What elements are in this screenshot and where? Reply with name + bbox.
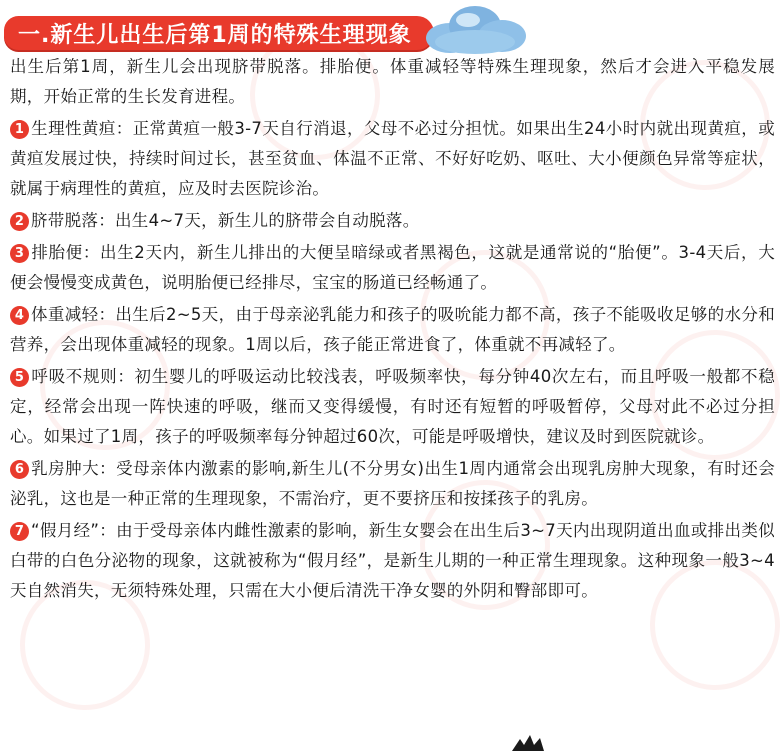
item-text: 乳房肿大：受母亲体内激素的影响,新生儿(不分男女)出生1周内通常会出现乳房肿大现象，有时还会泌乳，这也是一种正常的生理现象，不需治疗，更不要挤压和按揉孩子的乳房。 bbox=[10, 459, 775, 508]
item-text: 呼吸不规则：初生婴儿的呼吸运动比较浅表，呼吸频率快，每分钟40次左右，而且呼吸一般都不稳定，经常会出现一阵快速的呼吸，继而又变得缓慢，有时还有短暂的呼吸暂停，父母对此不必过分担心。如果过了1周，孩子的呼吸频率每分钟超过60次，可能是呼吸增快，建议及时到医院就诊。 bbox=[10, 367, 775, 446]
number-badge: 7 bbox=[10, 522, 29, 541]
decorative-splash-icon bbox=[510, 733, 550, 751]
number-badge: 6 bbox=[10, 460, 29, 479]
list-item bbox=[10, 362, 775, 452]
cloud-icon bbox=[420, 0, 530, 56]
item-text: 体重减轻：出生后2~5天，由于母亲泌乳能力和孩子的吸吮能力都不高，孩子不能吸收足够的水分和营养，会出现体重减轻的现象。1周以后，孩子能正常进食了，体重就不再减轻了。 bbox=[10, 305, 775, 354]
item-text: 脐带脱落：出生4~7天，新生儿的脐带会自动脱落。 bbox=[31, 211, 420, 230]
section-title-banner bbox=[4, 16, 434, 50]
item-text: “假月经”：由于受母亲体内雌性激素的影响，新生女婴会在出生后3~7天内出现阴道出血或排出类似白带的白色分泌物的现象，这就被称为“假月经”，是新生儿期的一种正常生理现象。这种现象一般3~4天自然消失，无须特殊处理，只需在大小便后清洗干净女婴的外阴和臀部即可。 bbox=[10, 521, 775, 600]
list-item bbox=[10, 300, 775, 360]
section-title: 一.新生儿出生后第1周的特殊生理现象 bbox=[18, 22, 412, 48]
number-badge: 4 bbox=[10, 306, 29, 325]
list-item bbox=[10, 516, 775, 606]
number-badge: 1 bbox=[10, 120, 29, 139]
intro-paragraph: 出生后第1周，新生儿会出现脐带脱落。排胎便。体重减轻等特殊生理现象，然后才会进入平稳发展期，开始正常的生长发育进程。 bbox=[10, 57, 775, 106]
list-item bbox=[10, 454, 775, 514]
item-text: 排胎便：出生2天内，新生儿排出的大便呈暗绿或者黑褐色，这就是通常说的“胎便”。3-4天后，大便会慢慢变成黄色，说明胎便已经排尽，宝宝的肠道已经畅通了。 bbox=[10, 243, 775, 292]
article-body bbox=[10, 52, 775, 608]
number-badge: 2 bbox=[10, 212, 29, 231]
list-item bbox=[10, 206, 775, 236]
list-item bbox=[10, 238, 775, 298]
item-text: 生理性黄疸：正常黄疸一般3-7天自行消退，父母不必过分担忧。如果出生24小时内就出现黄疸，或黄疸发展过快，持续时间过长，甚至贫血、体温不正常、不好好吃奶、呕吐、大小便颜色异常等症状，就属于病理性的黄疸，应及时去医院诊治。 bbox=[10, 119, 775, 198]
number-badge: 3 bbox=[10, 244, 29, 263]
number-badge: 5 bbox=[10, 368, 29, 387]
list-item bbox=[10, 114, 775, 204]
